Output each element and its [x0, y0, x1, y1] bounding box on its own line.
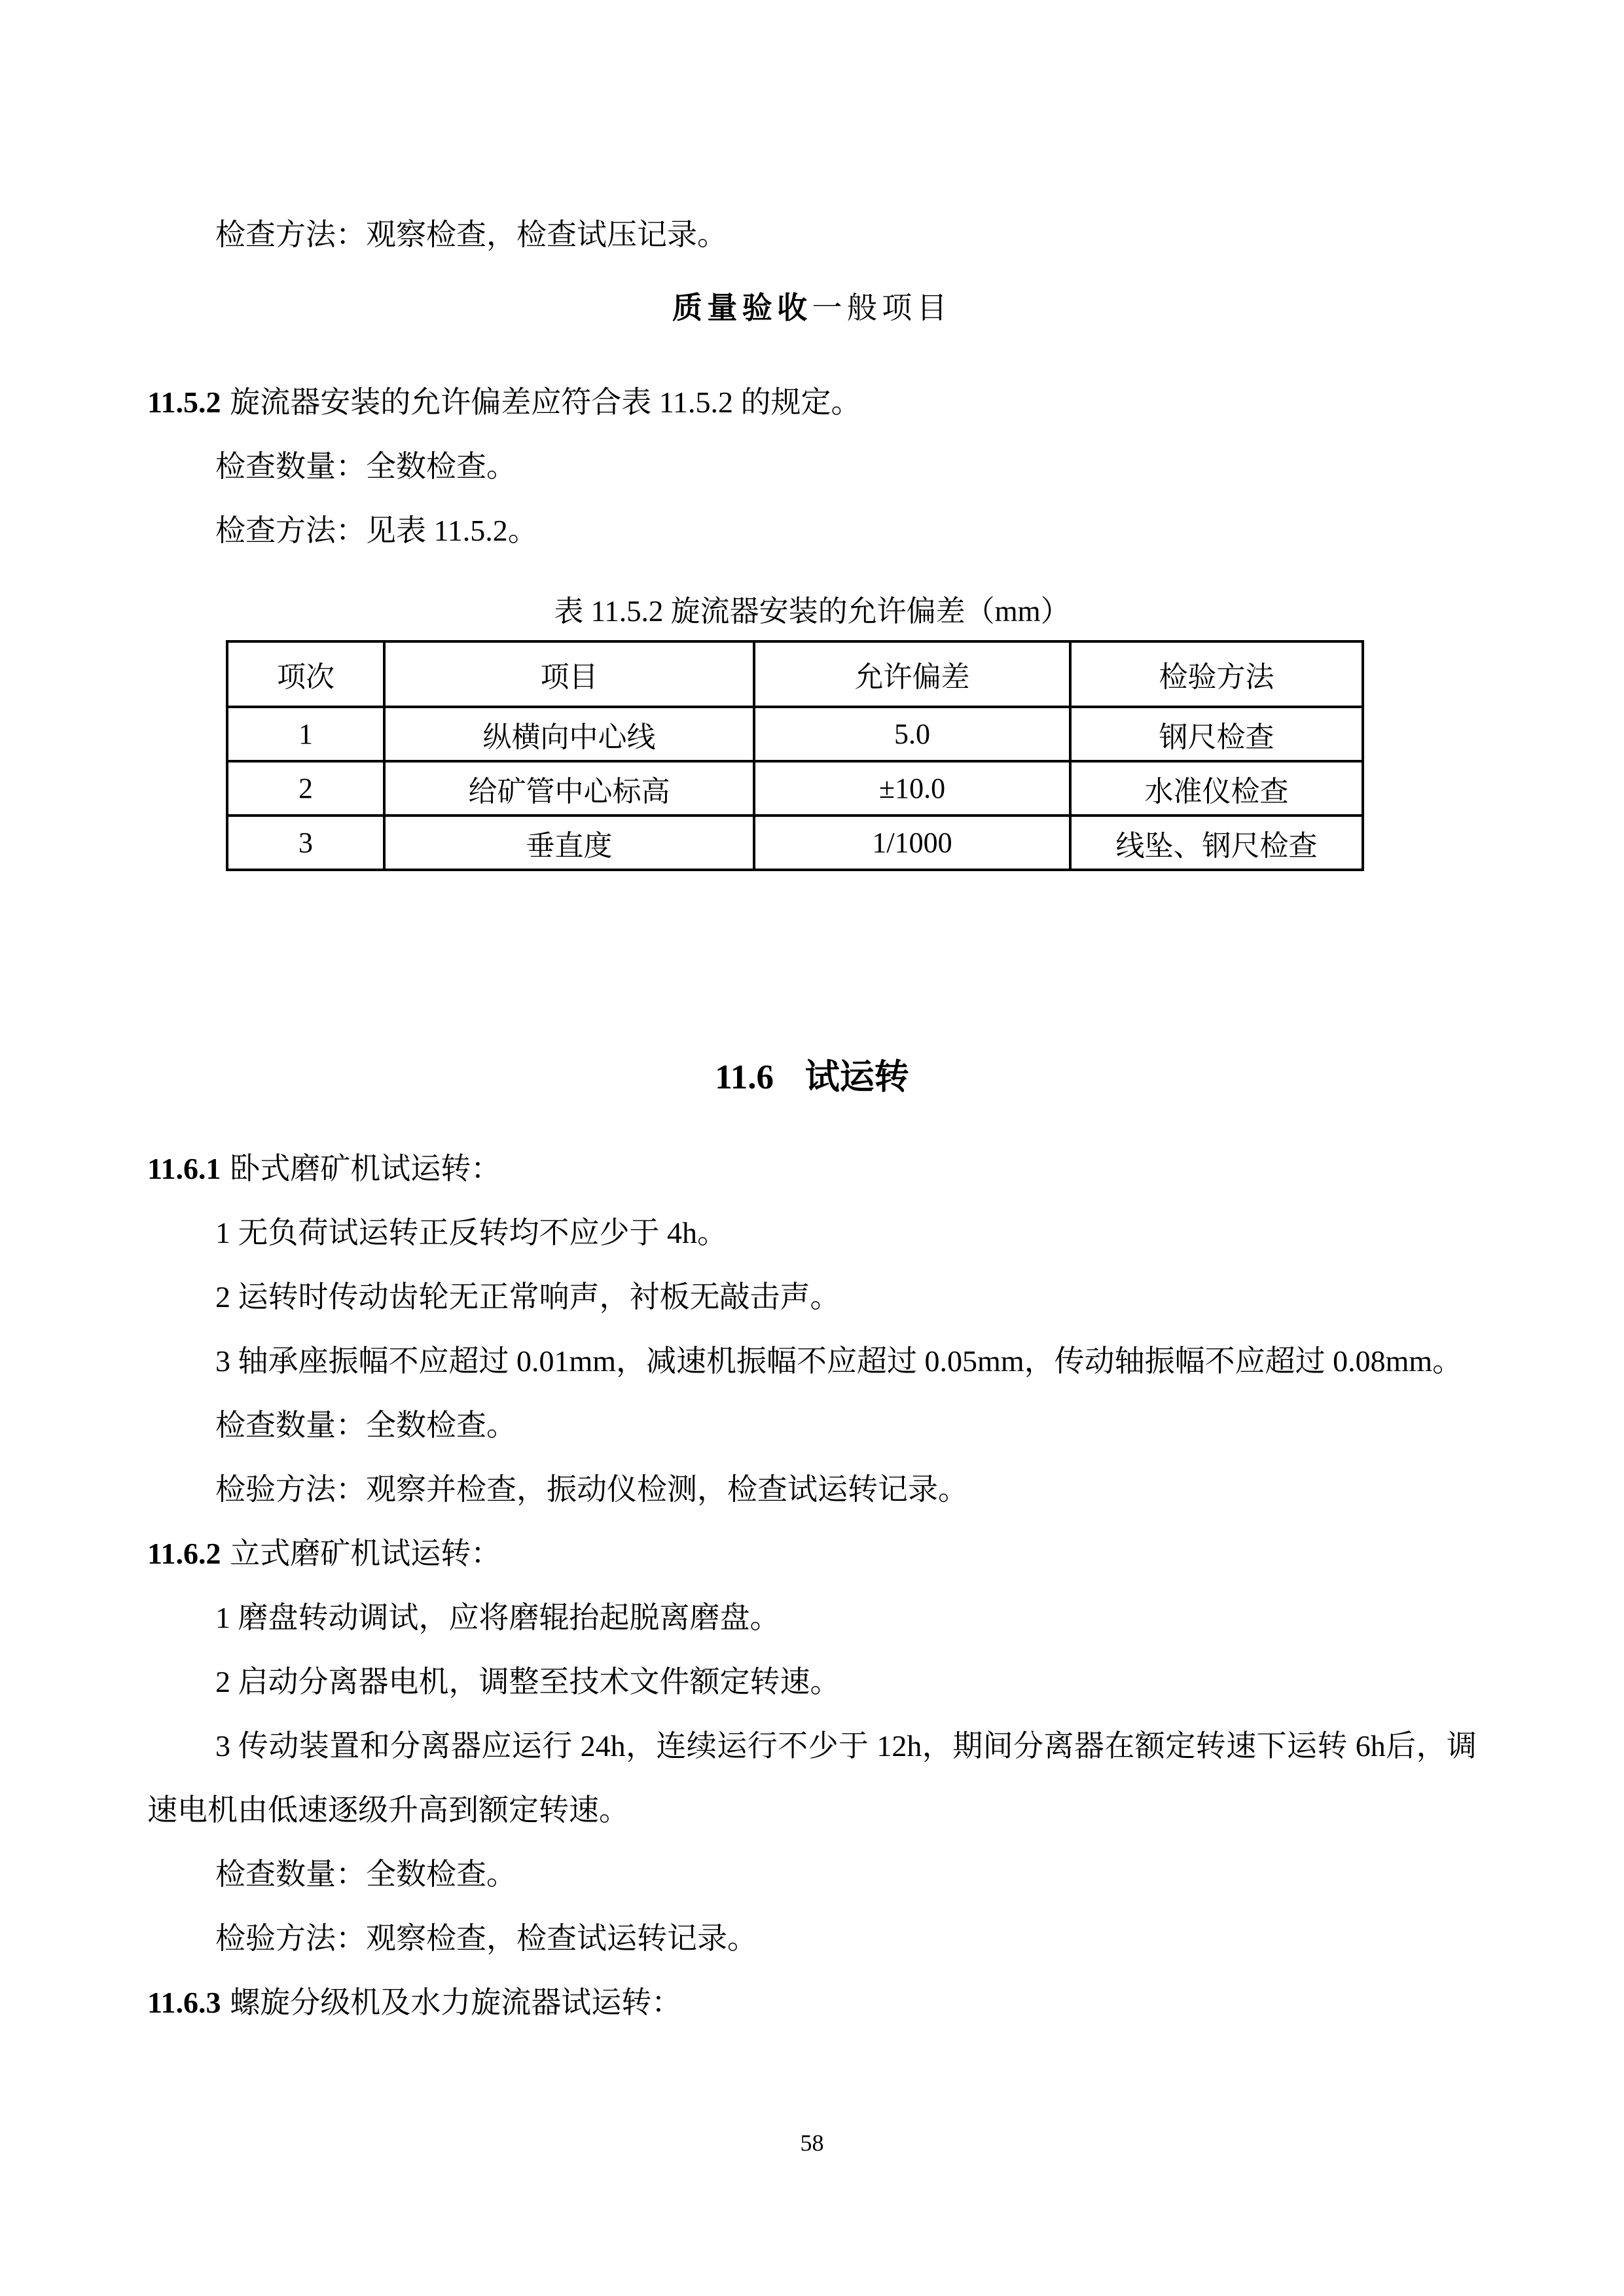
intro-check-method-line: 检查方法：观察检查，检查试压记录。	[215, 218, 727, 251]
table-cell: 3	[227, 816, 384, 870]
table-header-row	[227, 641, 1363, 707]
table-cell: 1/1000	[754, 816, 1070, 870]
section-11-6-heading	[147, 1041, 1477, 1113]
table-cell: 水准仪检查	[1070, 761, 1363, 816]
section-11-6-title: 试运转	[804, 1058, 909, 1096]
clause-11-5-2-text: 旋流器安装的允许偏差应符合表 11.5.2 的规定。	[230, 386, 861, 419]
clause-11-5-2	[147, 370, 1477, 435]
table-row	[227, 707, 1363, 761]
clause-11-6-2-number: 11.6.2	[147, 1537, 221, 1570]
clause-11-5-2-number: 11.5.2	[147, 386, 221, 419]
general-items-heading-light: 一般项目	[812, 291, 952, 325]
clause-11-6-2-check-quantity: 检查数量：全数检查。	[215, 1857, 516, 1891]
table-cell: 给矿管中心标高	[384, 761, 754, 816]
clause-11-6-1	[147, 1137, 1477, 1201]
table-11-5-2	[226, 640, 1364, 871]
clause-11-6-2-item2: 2 启动分离器电机，调整至技术文件额定转速。	[215, 1665, 840, 1698]
table-header-tolerance: 允许偏差	[754, 641, 1070, 707]
clause-11-6-1-item2: 2 运转时传动齿轮无正常响声，衬板无敲击声。	[215, 1280, 840, 1314]
table-header-method: 检验方法	[1070, 641, 1363, 707]
clause-11-6-2-title: 立式磨矿机试运转：	[230, 1537, 501, 1570]
clause-11-5-2-check-quantity: 检查数量：全数检查。	[215, 450, 516, 483]
table-cell: 5.0	[754, 707, 1070, 761]
table-header-item: 项目	[384, 641, 754, 707]
table-cell: 钢尺检查	[1070, 707, 1363, 761]
table-row	[227, 761, 1363, 816]
section-11-6-number: 11.6	[715, 1058, 774, 1096]
table-cell: 1	[227, 707, 384, 761]
table-header-item-no: 项次	[227, 641, 384, 707]
clause-11-6-2-item3: 3 传动装置和分离器应运行 24h，连续运行不少于 12h，期间分离器在额定转速下运转 6h后，调速电机由低速逐级升高到额定转速。	[147, 1729, 1477, 1827]
clause-11-6-1-check-quantity: 检查数量：全数检查。	[215, 1408, 516, 1442]
table-row	[227, 816, 1363, 870]
clause-11-6-1-item3: 3 轴承座振幅不应超过 0.01mm，减速机振幅不应超过 0.05mm，传动轴振幅不应超过 0.08mm。	[215, 1344, 1463, 1378]
page-number: 58	[800, 2130, 824, 2156]
clause-11-6-1-check-method: 检验方法：观察并检查，振动仪检测，检查试运转记录。	[215, 1473, 968, 1506]
clause-11-6-2-item1: 1 磨盘转动调试，应将磨辊抬起脱离磨盘。	[215, 1601, 780, 1634]
general-items-heading-bold: 质量验收	[672, 291, 812, 325]
clause-11-6-3	[147, 1971, 1477, 2035]
clause-11-6-1-title: 卧式磨矿机试运转：	[230, 1152, 501, 1185]
clause-11-6-1-item1: 1 无负荷试运转正反转均不应少于 4h。	[215, 1216, 727, 1249]
table-cell: 垂直度	[384, 816, 754, 870]
table-cell: 2	[227, 761, 384, 816]
clause-11-6-2	[147, 1522, 1477, 1586]
clause-11-6-2-check-method: 检验方法：观察检查，检查试运转记录。	[215, 1922, 757, 1955]
clause-11-6-3-title: 螺旋分级机及水力旋流器试运转：	[230, 1986, 682, 2019]
general-items-heading	[147, 276, 1477, 340]
table-cell: 线坠、钢尺检查	[1070, 816, 1363, 870]
table-11-5-2-caption: 表 11.5.2 旋流器安装的允许偏差（mm）	[554, 595, 1070, 628]
table-cell: 纵横向中心线	[384, 707, 754, 761]
clause-11-6-3-number: 11.6.3	[147, 1986, 221, 2019]
clause-11-5-2-check-method: 检查方法：见表 11.5.2。	[215, 514, 538, 547]
table-cell: ±10.0	[754, 761, 1070, 816]
clause-11-6-1-number: 11.6.1	[147, 1152, 221, 1185]
